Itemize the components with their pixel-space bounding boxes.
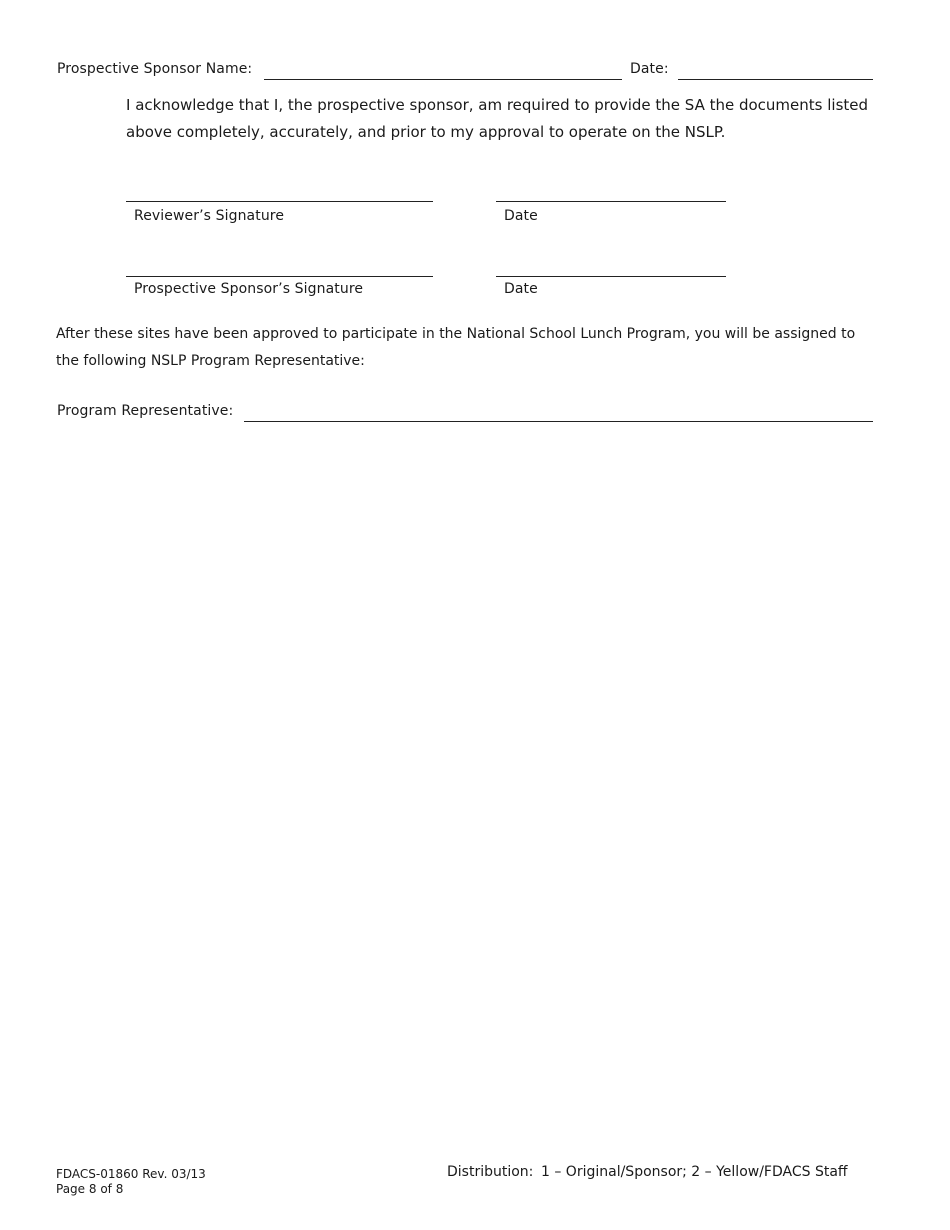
reviewer-date-label: Date <box>504 208 538 224</box>
sponsor-signature-label: Prospective Sponsor’s Signature <box>134 281 364 297</box>
sponsor-name-label: Prospective Sponsor Name: <box>57 61 253 77</box>
distribution-value: 1 – Original/Sponsor; 2 – Yellow/FDACS Staff <box>541 1164 848 1180</box>
sponsor-date-line[interactable] <box>496 276 726 277</box>
date-field[interactable] <box>678 79 873 80</box>
form-number: FDACS-01860 Rev. 03/13 <box>56 1167 206 1181</box>
assignment-text: After these sites have been approved to participate in the National School Lunch Program, you will be assigned to the following NSLP Program Representative: <box>56 326 856 369</box>
reviewer-date-line[interactable] <box>496 201 726 202</box>
sponsor-signature-line[interactable] <box>126 276 433 277</box>
acknowledgement-text: I acknowledge that I, the prospective sponsor, am required to provide the SA the documents listed above completely, accurately, and prior to my approval to operate on the NSLP. <box>126 96 869 141</box>
program-rep-label: Program Representative: <box>57 403 234 419</box>
date-label: Date: <box>630 61 669 77</box>
sponsor-date-label: Date <box>504 281 538 297</box>
program-rep-field[interactable] <box>244 421 873 422</box>
sponsor-name-field[interactable] <box>264 79 622 80</box>
reviewer-signature-label: Reviewer’s Signature <box>134 208 285 224</box>
reviewer-signature-line[interactable] <box>126 201 433 202</box>
page-number: Page 8 of 8 <box>56 1182 124 1196</box>
distribution-label: Distribution: <box>447 1164 534 1180</box>
